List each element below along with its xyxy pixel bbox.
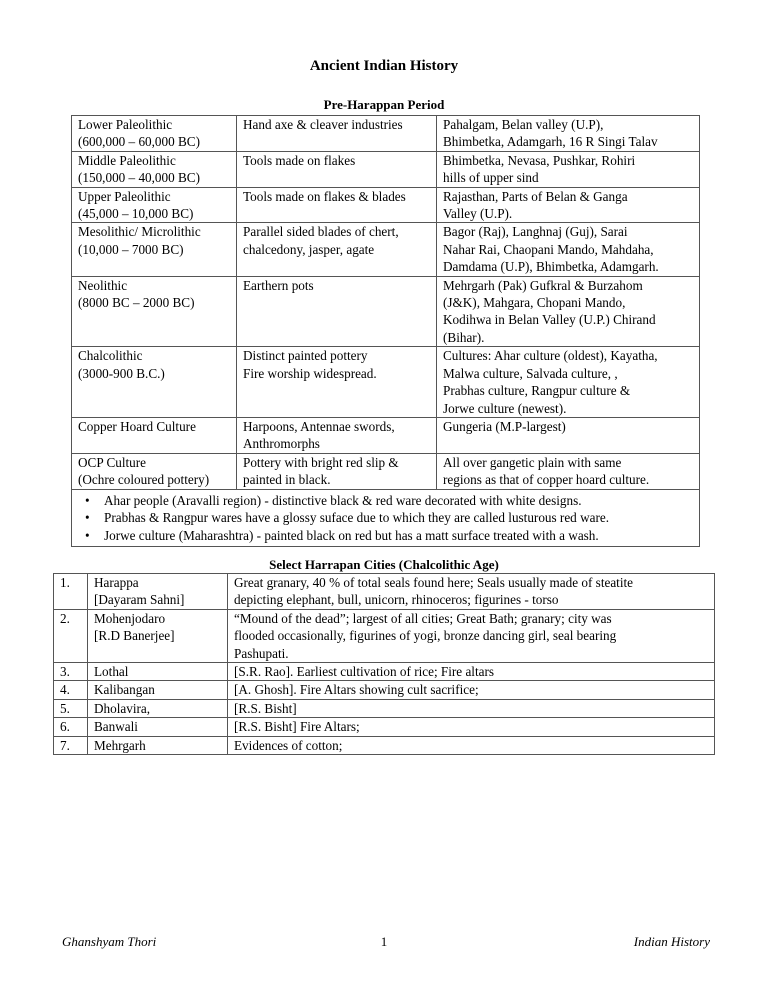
sites-cell (437, 453, 700, 489)
note-text: Prabhas & Rangpur wares have a glossy suface due to which they are called lusturous red ware. (104, 510, 609, 526)
tools-cell (237, 453, 437, 489)
period-cell-line: Upper Paleolithic (78, 188, 171, 204)
description-cell-line: [S.R. Rao]. Earliest cultivation of rice; Fire altars (234, 664, 495, 680)
table-row (54, 681, 715, 699)
period-cell (72, 347, 237, 418)
city-cell (88, 718, 228, 736)
tools-cell (237, 223, 437, 276)
table-row (54, 699, 715, 717)
sites-cell-line: Prabhas culture, Rangpur culture & (443, 383, 631, 399)
sites-cell (437, 151, 700, 187)
city-cell-line: Harappa (94, 575, 139, 590)
note-text: Ahar people (Aravalli region) - distinctive black & red ware decorated with white designs. (104, 492, 582, 508)
period-cell-line: (Ochre coloured pottery) (78, 472, 210, 488)
period-cell-line: Middle Paleolithic (78, 152, 176, 168)
table-row (72, 187, 700, 223)
sites-cell-line: Bagor (Raj), Langhnaj (Guj), Sarai (443, 224, 628, 240)
sites-cell-line: Pahalgam, Belan valley (U.P), (443, 117, 604, 132)
period-cell-line: (3000-900 B.C.) (78, 365, 165, 381)
tools-cell-line: chalcedony, jasper, agate (243, 241, 375, 257)
period-cell (72, 453, 237, 489)
sites-cell (437, 116, 700, 152)
bullet-icon: • (85, 492, 90, 508)
sites-cell (437, 187, 700, 223)
sites-cell-line: (Bihar). (443, 329, 485, 345)
city-cell-line: Dholavira, (94, 700, 151, 716)
table-row (54, 736, 715, 754)
section-heading-pre-harappan: Pre-Harappan Period (323, 97, 445, 112)
tools-cell-line: painted in black. (243, 472, 331, 488)
sites-cell-line: Nahar Rai, Chaopani Mando, Mahdaha, (443, 241, 654, 257)
sites-cell (437, 417, 700, 453)
sites-cell-line: hills of upper sind (443, 170, 539, 186)
notes-row (72, 489, 700, 547)
period-cell-line: (8000 BC – 2000 BC) (78, 295, 195, 311)
table-row (54, 663, 715, 681)
table-row (54, 574, 715, 610)
row-number-cell: 4. (54, 681, 88, 699)
sites-cell-line: Gungeria (M.P-largest) (443, 418, 566, 434)
sites-cell-line: Malwa culture, Salvada culture, , (443, 365, 618, 381)
description-cell (228, 699, 715, 717)
row-number-cell: 6. (54, 718, 88, 736)
city-cell (88, 574, 228, 610)
period-cell (72, 116, 237, 152)
section-heading-harappan-cities: Select Harrapan Cities (Chalcolithic Age) (269, 557, 499, 572)
sites-cell-line: regions as that of copper hoard culture. (443, 472, 650, 488)
description-cell-line: depicting elephant, bull, unicorn, rhinoceros; figurines - torso (234, 592, 559, 608)
row-number-cell: 2. (54, 609, 88, 662)
period-cell-line: Copper Hoard Culture (78, 418, 196, 434)
period-cell (72, 276, 237, 347)
table-row (54, 718, 715, 736)
sites-cell-line: Bhimbetka, Adamgarh, 16 R Singi Talav (443, 134, 658, 150)
table-row (72, 347, 700, 418)
period-cell-line: Chalcolithic (78, 348, 143, 364)
city-cell-line: Mehrgarh (94, 737, 146, 753)
period-cell-line: (45,000 – 10,000 BC) (78, 206, 194, 222)
document-title: Ancient Indian History (309, 58, 459, 74)
tools-cell-line: Parallel sided blades of chert, (243, 224, 399, 240)
description-cell (228, 663, 715, 681)
tools-cell-line: Tools made on flakes & blades (243, 188, 406, 204)
period-cell-line: (600,000 – 60,000 BC) (78, 134, 200, 150)
city-cell-line: Banwali (94, 719, 138, 735)
sites-cell (437, 223, 700, 276)
description-cell-line: “Mound of the dead”; largest of all cities; Great Bath; granary; city was (234, 610, 612, 626)
footer-subject: Indian History (633, 934, 710, 949)
row-number-cell: 7. (54, 736, 88, 754)
sites-cell-line: Bhimbetka, Nevasa, Pushkar, Rohiri (443, 152, 636, 168)
sites-cell-line: (J&K), Mahgara, Chopani Mando, (443, 295, 626, 311)
description-cell (228, 574, 715, 610)
table-row (72, 116, 700, 152)
list-item (78, 527, 693, 545)
description-cell (228, 681, 715, 699)
tools-cell (237, 187, 437, 223)
tools-cell-line: Anthromorphs (243, 436, 320, 452)
period-cell-line: (10,000 – 7000 BC) (78, 241, 184, 257)
period-cell-line: Lower Paleolithic (78, 117, 173, 132)
row-number-cell: 3. (54, 663, 88, 681)
period-cell-line: Neolithic (78, 277, 128, 293)
sites-cell-line: Cultures: Ahar culture (oldest), Kayatha, (443, 348, 658, 364)
city-cell (88, 663, 228, 681)
notes-list (78, 490, 693, 547)
sites-cell-line: Jorwe culture (newest). (443, 400, 567, 416)
table-row (54, 609, 715, 662)
period-cell-line: (150,000 – 40,000 BC) (78, 170, 200, 186)
pre-harappan-table (71, 115, 700, 547)
city-cell-line: Lothal (94, 664, 129, 680)
note-text: Jorwe culture (Maharashtra) - painted black on red but has a matt surface treated with a wash. (104, 527, 599, 543)
table-row (72, 223, 700, 276)
sites-cell (437, 347, 700, 418)
tools-cell (237, 116, 437, 152)
sites-cell-line: Rajasthan, Parts of Belan & Ganga (443, 188, 628, 204)
table-row (72, 151, 700, 187)
tools-cell (237, 347, 437, 418)
city-cell-line: Kalibangan (94, 682, 155, 698)
notes-cell (72, 489, 700, 547)
description-cell-line: Great granary, 40 % of total seals found here; Seals usually made of steatite (234, 575, 634, 590)
tools-cell-line: Earthern pots (243, 277, 314, 293)
city-cell (88, 609, 228, 662)
period-cell (72, 187, 237, 223)
table-row (72, 453, 700, 489)
tools-cell-line: Hand axe & cleaver industries (243, 117, 403, 132)
sites-cell-line: All over gangetic plain with same (443, 454, 622, 470)
tools-cell-line: Pottery with bright red slip & (243, 454, 399, 470)
footer-author: Ghanshyam Thori (62, 934, 157, 949)
sites-cell (437, 276, 700, 347)
tools-cell (237, 151, 437, 187)
sites-cell-line: Mehrgarh (Pak) Gufkral & Burzahom (443, 277, 643, 293)
harappan-cities-table (53, 573, 715, 755)
footer-page-number: 1 (380, 934, 388, 949)
description-cell-line: Evidences of cotton; (234, 737, 343, 753)
description-cell-line: [R.S. Bisht] Fire Altars; (234, 719, 360, 735)
period-cell-line: OCP Culture (78, 454, 147, 470)
row-number-cell: 1. (54, 574, 88, 610)
tools-cell-line: Harpoons, Antennae swords, (243, 418, 395, 434)
tools-cell (237, 417, 437, 453)
table-row (72, 276, 700, 347)
list-item (78, 492, 693, 510)
description-cell (228, 718, 715, 736)
tools-cell-line: Distinct painted pottery (243, 348, 368, 364)
tools-cell-line: Fire worship widespread. (243, 365, 377, 381)
city-cell (88, 736, 228, 754)
city-cell (88, 681, 228, 699)
list-item (78, 509, 693, 527)
period-cell-line: Mesolithic/ Microlithic (78, 224, 201, 240)
period-cell (72, 151, 237, 187)
bullet-icon: • (85, 510, 90, 526)
tools-cell (237, 276, 437, 347)
sites-cell-line: Kodihwa in Belan Valley (U.P.) Chirand (443, 312, 656, 328)
city-cell-line: [Dayaram Sahni] (94, 592, 185, 608)
description-cell-line: [A. Ghosh]. Fire Altars showing cult sacrifice; (234, 682, 479, 698)
description-cell (228, 736, 715, 754)
table-row (72, 417, 700, 453)
city-cell-line: Mohenjodaro (94, 610, 166, 626)
description-cell-line: [R.S. Bisht] (234, 700, 297, 716)
sites-cell-line: Damdama (U.P), Bhimbetka, Adamgarh. (443, 259, 659, 275)
period-cell (72, 417, 237, 453)
tools-cell-line: Tools made on flakes (243, 152, 356, 168)
description-cell-line: Pashupati. (234, 645, 289, 661)
sites-cell-line: Valley (U.P). (443, 206, 513, 222)
city-cell (88, 699, 228, 717)
row-number-cell: 5. (54, 699, 88, 717)
description-cell-line: flooded occasionally, figurines of yogi, bronze dancing girl, seal bearing (234, 628, 617, 644)
city-cell-line: [R.D Banerjee] (94, 628, 175, 644)
description-cell (228, 609, 715, 662)
bullet-icon: • (85, 527, 90, 543)
period-cell (72, 223, 237, 276)
